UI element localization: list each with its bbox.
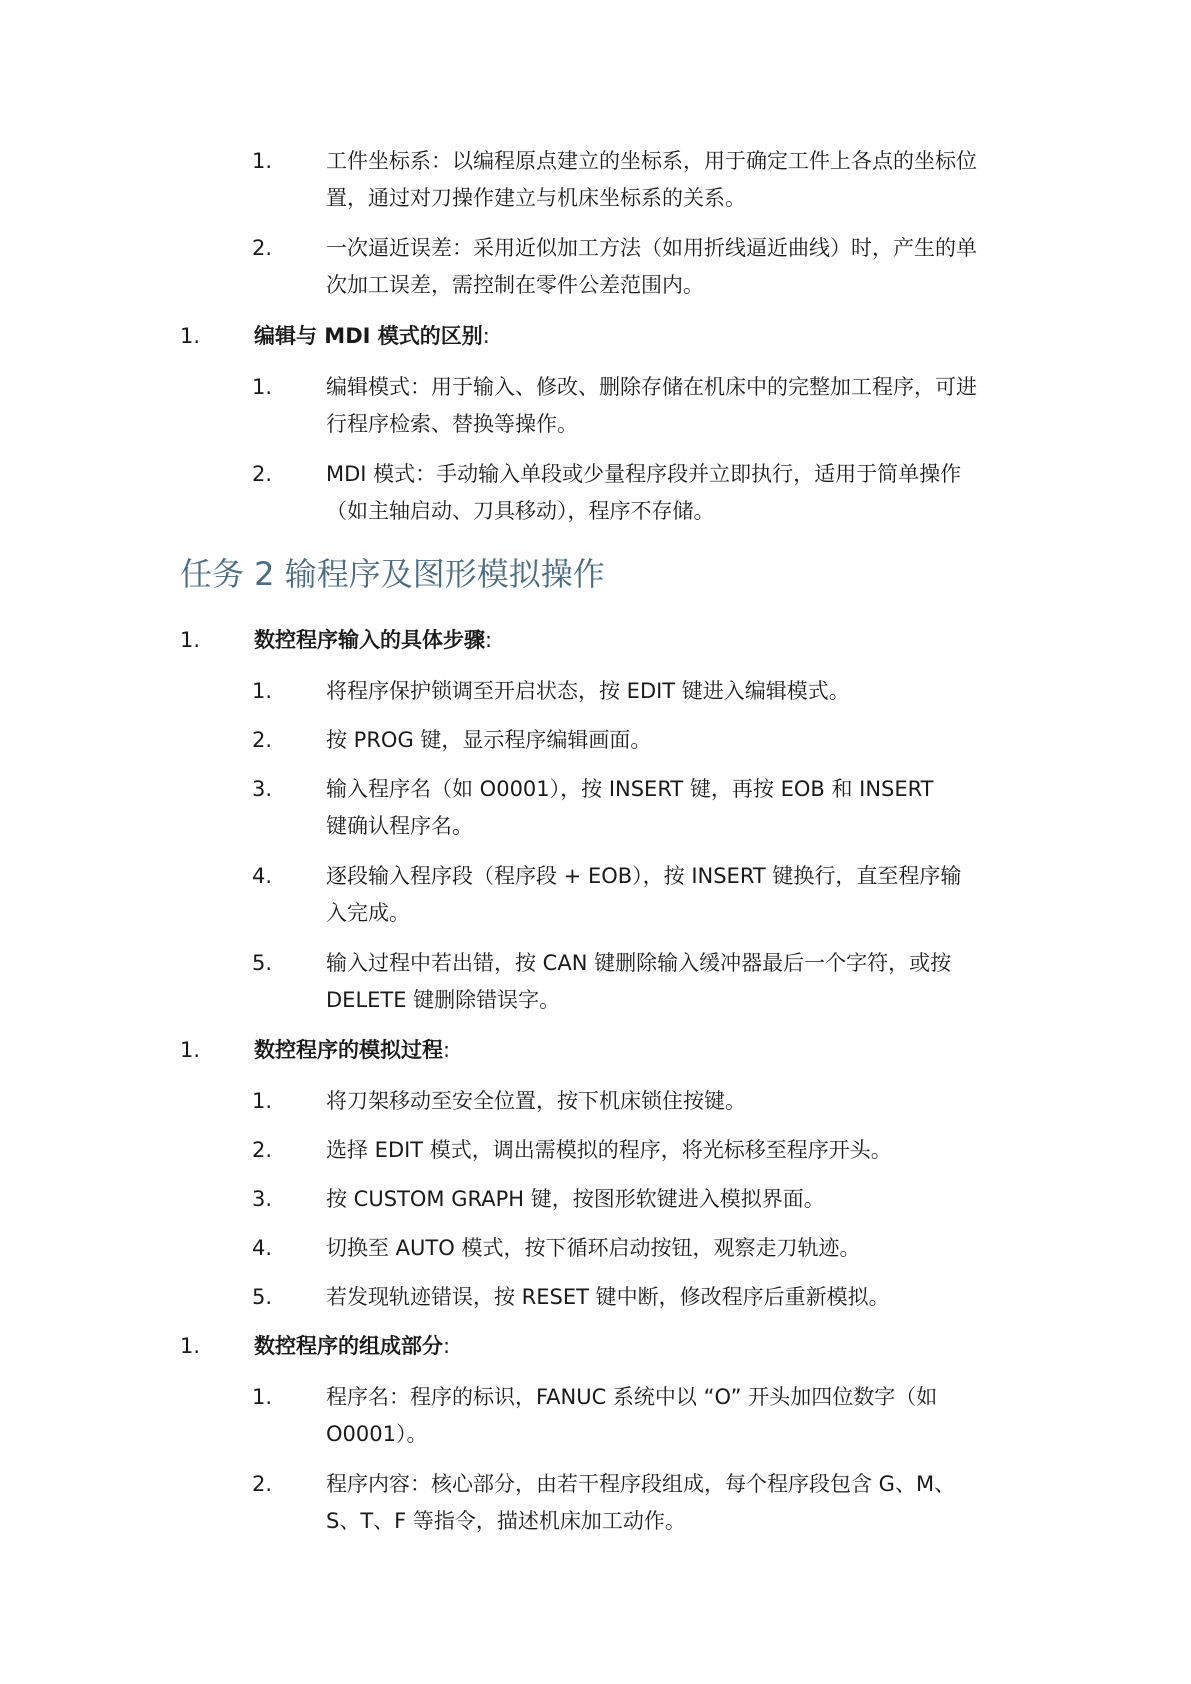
section-colon: : bbox=[443, 1334, 451, 1358]
list-item bbox=[252, 858, 1012, 932]
item-number: 1. bbox=[252, 149, 273, 173]
section-colon: : bbox=[482, 324, 490, 348]
item-text: 程序名：程序的标识，FANUC 系统中以 “O” 开头加四位数字（如 O0001）。 bbox=[326, 1385, 938, 1446]
list-item bbox=[252, 1466, 1012, 1540]
list-item bbox=[252, 230, 1012, 304]
section-item-composition bbox=[180, 1328, 1020, 1365]
item-text: 逐段输入程序段（程序段 + EOB），按 INSERT 键换行，直至程序输 入完成。 bbox=[326, 864, 962, 925]
item-text: 输入程序名（如 O0001），按 INSERT 键，再按 EOB 和 INSERT 键确认程序名。 bbox=[326, 777, 934, 838]
list-item bbox=[252, 456, 1012, 530]
section-colon: : bbox=[485, 628, 493, 652]
item-number: 1. bbox=[252, 1089, 273, 1113]
item-text: 若发现轨迹错误，按 RESET 键中断，修改程序后重新模拟。 bbox=[326, 1285, 890, 1309]
item-number: 2. bbox=[252, 728, 273, 752]
section-number: 1. bbox=[180, 1038, 201, 1062]
item-number: 2. bbox=[252, 1472, 273, 1496]
list-item bbox=[252, 143, 1012, 217]
item-text: 工件坐标系：以编程原点建立的坐标系，用于确定工件上各点的坐标位 置，通过对刀操作建立与机床坐标系的关系。 bbox=[326, 149, 977, 210]
item-text: 一次逼近误差：采用近似加工方法（如用折线逼近曲线）时，产生的单 次加工误差，需控制在零件公差范围内。 bbox=[326, 236, 977, 297]
list-item bbox=[252, 1230, 1012, 1267]
section-item-simulation bbox=[180, 1032, 1020, 1069]
item-text: 编辑模式：用于输入、修改、删除存储在机床中的完整加工程序，可进 行程序检索、替换等操作。 bbox=[326, 375, 977, 436]
section-title: 数控程序的组成部分 bbox=[254, 1334, 443, 1358]
list-item bbox=[252, 945, 1012, 1019]
item-number: 2. bbox=[252, 236, 273, 260]
item-number: 5. bbox=[252, 1285, 273, 1309]
list-item bbox=[252, 1132, 1012, 1169]
item-number: 4. bbox=[252, 1236, 273, 1260]
item-number: 2. bbox=[252, 462, 273, 486]
section-colon: : bbox=[443, 1038, 451, 1062]
item-number: 5. bbox=[252, 951, 273, 975]
item-number: 3. bbox=[252, 777, 273, 801]
list-item bbox=[252, 1279, 1012, 1316]
item-text: 切换至 AUTO 模式，按下循环启动按钮，观察走刀轨迹。 bbox=[326, 1236, 861, 1260]
item-number: 1. bbox=[252, 375, 273, 399]
section-title: 编辑与 MDI 模式的区别 bbox=[254, 324, 483, 348]
item-number: 1. bbox=[252, 1385, 273, 1409]
section-title: 数控程序输入的具体步骤 bbox=[254, 628, 485, 652]
list-item bbox=[252, 673, 1012, 710]
item-text: 程序内容：核心部分，由若干程序段组成，每个程序段包含 G、M、 S、T、F 等指令，描述机床加工动作。 bbox=[326, 1472, 956, 1533]
section-number: 1. bbox=[180, 324, 201, 348]
item-text: 按 PROG 键，显示程序编辑画面。 bbox=[326, 728, 652, 752]
item-text: 将程序保护锁调至开启状态，按 EDIT 键进入编辑模式。 bbox=[326, 679, 850, 703]
item-text: 将刀架移动至安全位置，按下机床锁住按键。 bbox=[326, 1089, 746, 1113]
item-number: 2. bbox=[252, 1138, 273, 1162]
task-heading: 任务 2 输程序及图形模拟操作 bbox=[180, 555, 605, 593]
item-number: 1. bbox=[252, 679, 273, 703]
item-number: 4. bbox=[252, 864, 273, 888]
section-number: 1. bbox=[180, 628, 201, 652]
item-text: 选择 EDIT 模式，调出需模拟的程序，将光标移至程序开头。 bbox=[326, 1138, 892, 1162]
item-text: 按 CUSTOM GRAPH 键，按图形软键进入模拟界面。 bbox=[326, 1187, 825, 1211]
list-item bbox=[252, 1083, 1012, 1120]
list-item bbox=[252, 1379, 1012, 1453]
item-text: MDI 模式：手动输入单段或少量程序段并立即执行，适用于简单操作 （如主轴启动、刀具移动），程序不存储。 bbox=[326, 462, 962, 523]
list-item bbox=[252, 369, 1012, 443]
section-item-edit-mdi bbox=[180, 318, 1020, 355]
section-title: 数控程序的模拟过程 bbox=[254, 1038, 443, 1062]
item-number: 3. bbox=[252, 1187, 273, 1211]
list-item bbox=[252, 771, 1012, 845]
section-item-input-steps bbox=[180, 622, 1020, 659]
list-item bbox=[252, 1181, 1012, 1218]
item-text: 输入过程中若出错，按 CAN 键删除输入缓冲器最后一个字符，或按 DELETE 键删除错误字。 bbox=[326, 951, 952, 1012]
section-number: 1. bbox=[180, 1334, 201, 1358]
list-item bbox=[252, 722, 1012, 759]
